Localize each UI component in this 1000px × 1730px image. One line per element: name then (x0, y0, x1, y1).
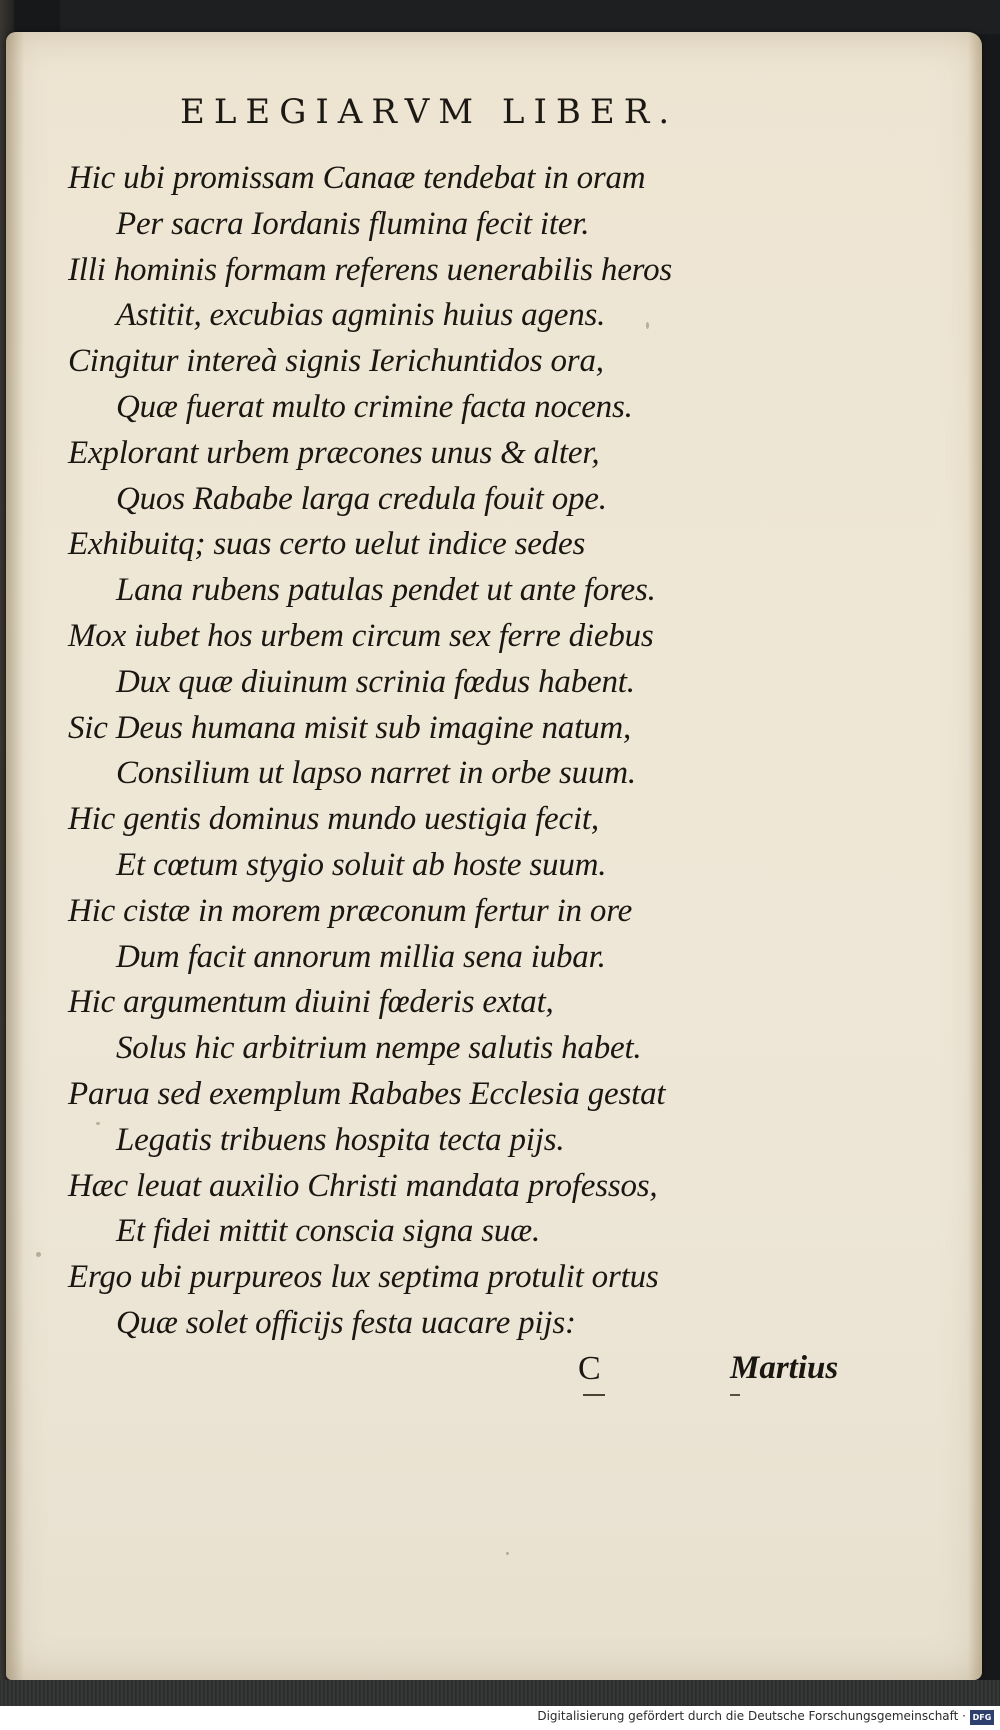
verse-line: Quæ solet officijs festa uacare pijs: (116, 1304, 576, 1341)
verse-line: Quos Rababe larga credula fouit ope. (116, 480, 607, 517)
verse-line: Dux quæ diuinum scrinia fœdus habent. (116, 663, 635, 700)
verse-line: Ergo ubi purpureos lux septima protulit ortus (68, 1259, 659, 1296)
verse-line: Explorant urbem præcones unus & alter, (68, 434, 600, 471)
verse-line: Mox iubet hos urbem circum sex ferre diebus (68, 617, 654, 654)
verse-line: Et fidei mittit conscia signa suæ. (116, 1213, 541, 1250)
verse-line: Legatis tribuens hospita tecta pijs. (116, 1121, 565, 1158)
page-gutter-shadow (6, 32, 24, 1680)
verse-block (68, 156, 928, 1347)
verse-line: Astitit, excubias agminis huius agens. (116, 297, 606, 334)
verse-line: Hic cistæ in morem præconum fertur in ore (68, 892, 633, 929)
verse-line: Exhibuitq; suas certo uelut indice sedes (68, 526, 586, 563)
verse-line: Quæ fuerat multo crimine facta nocens. (116, 388, 633, 425)
running-head: ELEGIARVM LIBER. (180, 92, 679, 132)
dfg-logo-icon: DFG (970, 1710, 994, 1725)
verse-line: Parua sed exemplum Rababes Ecclesia gestat (68, 1075, 666, 1112)
signature-mark: C (578, 1350, 601, 1387)
funding-credit: Digitalisierung gefördert durch die Deutsche Forschungsgemeinschaft · (537, 1709, 966, 1723)
book-cover-cloth (0, 1680, 1000, 1706)
verse-line: Dum facit annorum millia sena iubar. (116, 938, 606, 975)
verse-line: Cingitur intereà signis Ierichuntidos ora, (68, 343, 604, 380)
paper-speck (36, 1252, 41, 1257)
verse-line: Per sacra Iordanis flumina fecit iter. (116, 205, 590, 242)
scan-background-top (60, 0, 1000, 34)
verse-line: Hic ubi promissam Canaæ tendebat in oram (68, 160, 646, 196)
verse-line: Hic gentis dominus mundo uestigia fecit, (68, 801, 599, 838)
signature-underline (583, 1394, 605, 1396)
verse-line: Lana rubens patulas pendet ut ante fores. (116, 572, 656, 609)
page-edge-shadow (968, 32, 982, 1680)
verse-line: Illi hominis formam referens uenerabilis heros (68, 251, 673, 288)
catchword-underline (730, 1394, 740, 1396)
verse-line: Hic argumentum diuini fœderis extat, (68, 984, 554, 1021)
verse-line: Hæc leuat auxilio Christi mandata professos, (68, 1167, 658, 1204)
paper-speck (506, 1552, 509, 1555)
verse-line: Solus hic arbitrium nempe salutis habet. (116, 1030, 642, 1067)
verse-line: Et cœtum stygio soluit ab hoste suum. (116, 846, 607, 883)
catchword: Martius (730, 1350, 839, 1386)
verse-line: Consilium ut lapso narret in orbe suum. (116, 755, 636, 792)
verse-line: Sic Deus humana misit sub imagine natum, (68, 709, 632, 746)
